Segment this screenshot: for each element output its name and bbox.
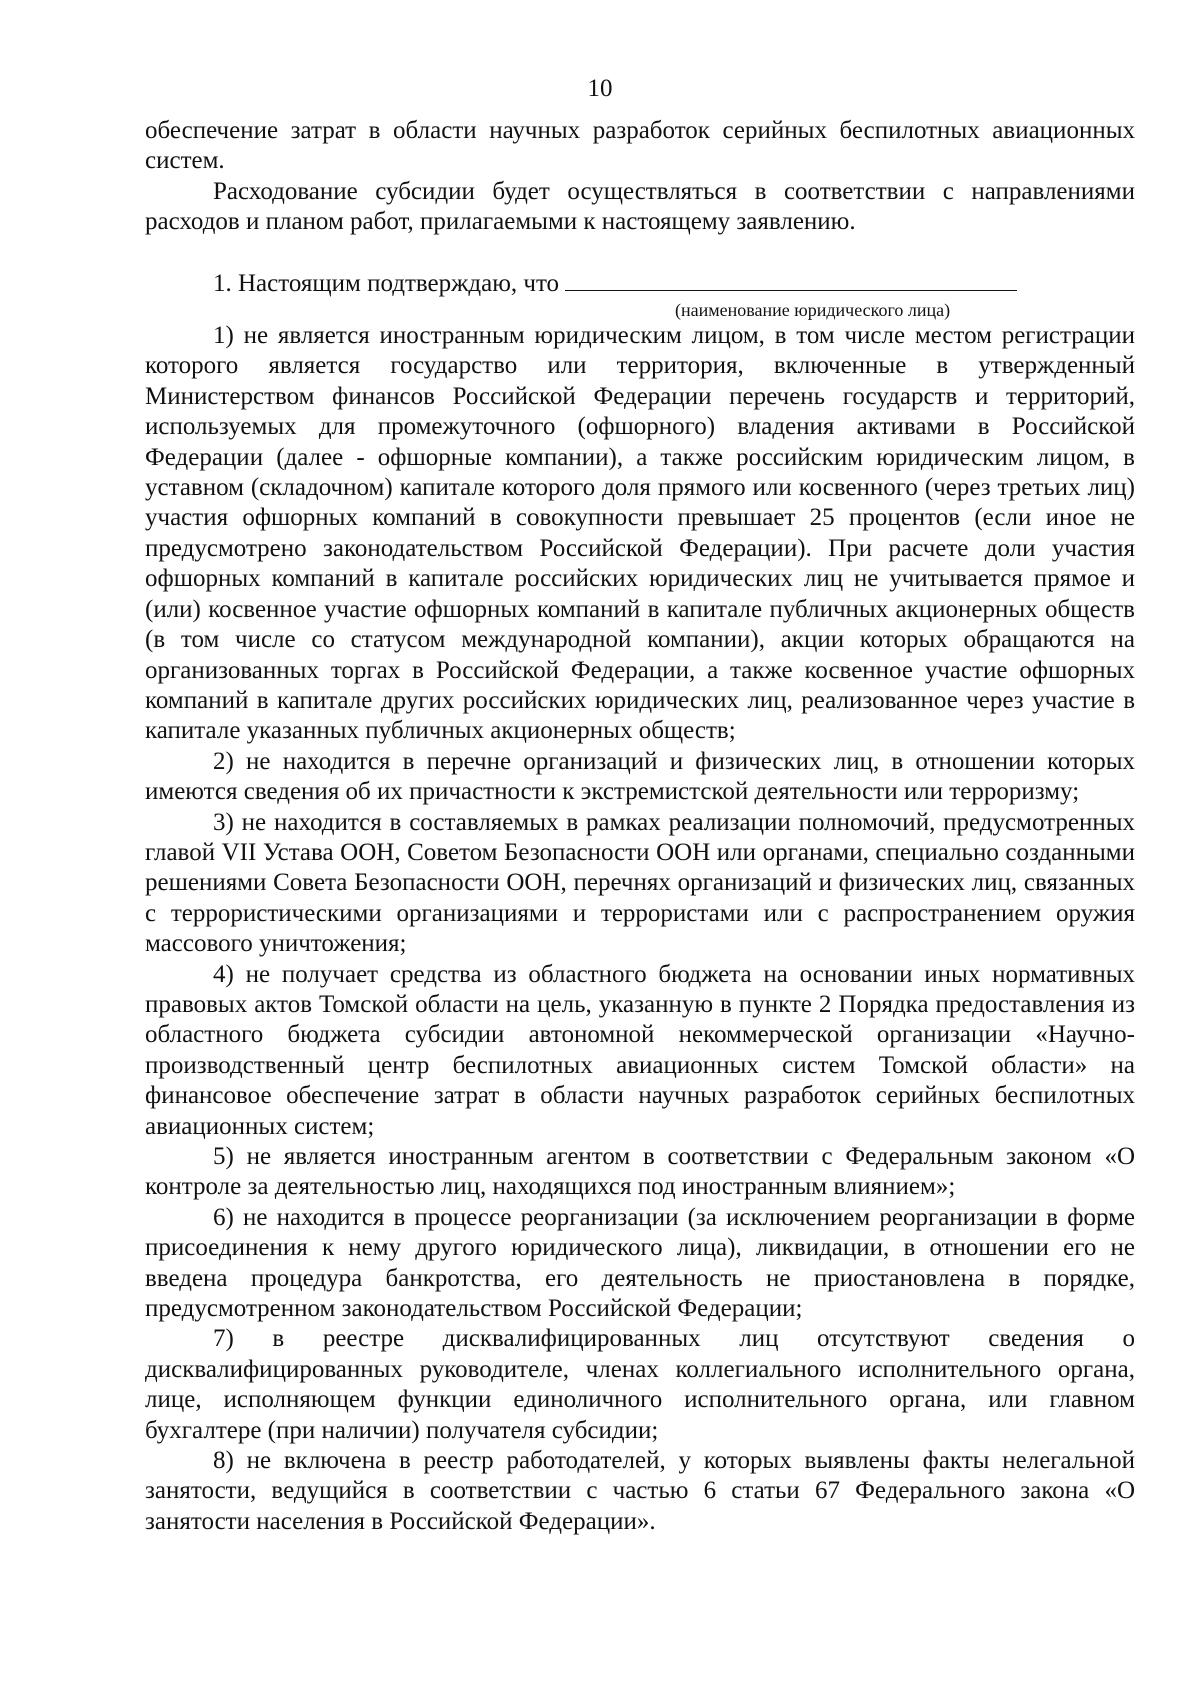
confirmation-text: 1. Настоящим подтверждаю, что (213, 269, 560, 297)
list-item-4: 4) не получает средства из областного бюджета на основании иных нормативных правовых актов Томской области на цель, указанную в пункте 2 Порядка предоставления из областного бюджета субсидии автономной некоммерческой организации «Научно-производственный центр беспилотных авиационных систем Томской области» на финансовое обеспечение затрат в области научных разработок серийных беспилотных авиационных систем; (145, 960, 1135, 1140)
list-item-5: 5) не является иностранным агентом в соответствии с Федеральным законом «О контроле за деятельностью лиц, находящихся под иностранным влиянием»; (145, 1143, 1135, 1201)
list-item-3: 3) не находится в составляемых в рамках реализации полномочий, предусмотренных главой VII Устава ООН, Советом Безопасности ООН или органами, специально созданными решениями Совета Безопасности ООН, перечнях организаций и физических лиц, связанных с террористическими организациями и террористами или с распространением оружия массового уничтожения; (145, 808, 1135, 958)
list-item-7: 7) в реестре дисквалифицированных лиц отсутствуют сведения о дисквалифицированных руководителе, членах коллегиального исполнительного органа, лице, исполняющем функции единоличного исполнительного органа, или главном бухгалтере (при наличии) получателя субсидии; (145, 1325, 1135, 1444)
list-item-6: 6) не находится в процессе реорганизации (за исключением реорганизации в форме присоединения к нему другого юридического лица), ликвидации, в отношении его не введена процедура банкротства, его деятельность не приостановлена в порядке, предусмотренном законодательством Российской Федерации; (145, 1203, 1135, 1323)
list-item-1: 1) не является иностранным юридическим лицом, в том числе местом регистрации которого является государство или территория, включенные в утвержденный Министерством финансов Российской Федерации перечень государств и территорий, используемых для промежуточного (офшорного) владения активами в Российской Федерации (далее - офшорные компании), а также российским юридическим лицом, в уставном (складочном) капитале которого доля прямого или косвенного (через третьих лиц) участия офшорных компаний в совокупности превышает 25 процентов (если иное не предусмотрено законодательством Российской Федерации). При расчете доли участия офшорных компаний в капитале российских юридических лиц не учитывается прямое и (или) косвенное участие офшорных компаний в капитале публичных акционерных обществ (в том числе со статусом международной компании), акции которых обращаются на организованных торгах в Российской Федерации, а также косвенное участие офшорных компаний в капитале других российских юридических лиц, реализованное через участие в капитале указанных публичных акционерных обществ; (145, 322, 1135, 745)
list-item-8: 8) не включена в реестр работодателей, у которых выявлены факты нелегальной занятости, ведущийся в соответствии с частью 6 статьи 67 Федерального закона «О занятости населения в Российской Федерации». (145, 1447, 1135, 1535)
intro-paragraph-expenses: Расходование субсидии будет осуществляться в соответствии с направлениями расходов и планом работ, прилагаемыми к настоящему заявлению. (145, 177, 1135, 236)
legal-entity-name-field[interactable] (565, 268, 1017, 291)
confirmation-line (145, 268, 1135, 299)
page-number: 10 (587, 75, 613, 102)
legal-entity-field-caption: (наименование юридического лица) (675, 300, 951, 321)
list-item-2: 2) не находится в перечне организаций и физических лиц, в отношении которых имеются сведения об их причастности к экстремистской деятельности или терроризму; (145, 747, 1135, 806)
intro-paragraph-continuation: обеспечение затрат в области научных разработок серийных беспилотных авиационных систем. (145, 117, 1135, 175)
document-body (145, 116, 1135, 1537)
